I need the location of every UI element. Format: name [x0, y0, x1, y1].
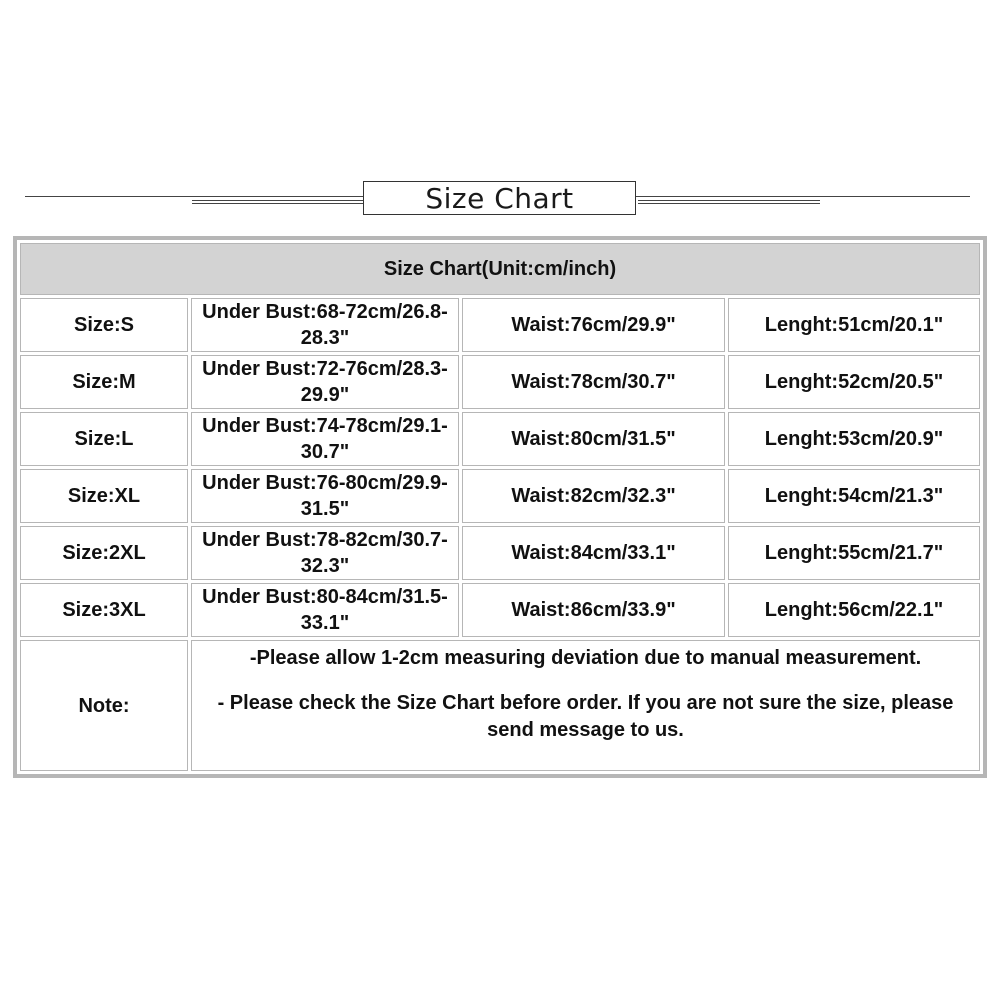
- table-row: [20, 355, 980, 409]
- waist-cell: Waist:82cm/32.3": [462, 469, 725, 523]
- table-header: Size Chart(Unit:cm/inch): [20, 243, 980, 295]
- note-line: - Please check the Size Chart before order. If you are not sure the size, please send message to us.: [217, 692, 954, 741]
- table-row: [20, 412, 980, 466]
- title-box: [363, 181, 636, 215]
- length-cell: Lenght:55cm/21.7": [728, 526, 980, 580]
- size-cell: Size:XL: [20, 469, 188, 523]
- size-cell: Size:S: [20, 298, 188, 352]
- bust-cell: Under Bust:80-84cm/31.5-33.1": [191, 583, 459, 637]
- size-cell: Size:L: [20, 412, 188, 466]
- length-cell: Lenght:53cm/20.9": [728, 412, 980, 466]
- note-text: [191, 640, 980, 771]
- bust-cell: Under Bust:78-82cm/30.7-32.3": [191, 526, 459, 580]
- note-row: [20, 640, 980, 771]
- length-cell: Lenght:52cm/20.5": [728, 355, 980, 409]
- size-cell: Size:M: [20, 355, 188, 409]
- note-label: Note:: [20, 640, 188, 771]
- size-cell: Size:2XL: [20, 526, 188, 580]
- waist-cell: Waist:80cm/31.5": [462, 412, 725, 466]
- bust-cell: Under Bust:72-76cm/28.3-29.9": [191, 355, 459, 409]
- waist-cell: Waist:86cm/33.9": [462, 583, 725, 637]
- note-line: -Please allow 1-2cm measuring deviation due to manual measurement.: [249, 647, 922, 669]
- table-row: [20, 526, 980, 580]
- size-chart-table: [17, 240, 983, 774]
- banner-rule-right-2: [638, 203, 820, 204]
- waist-cell: Waist:84cm/33.1": [462, 526, 725, 580]
- bust-cell: Under Bust:76-80cm/29.9-31.5": [191, 469, 459, 523]
- banner-rule-left-1: [192, 200, 364, 201]
- table-row: [20, 583, 980, 637]
- waist-cell: Waist:76cm/29.9": [462, 298, 725, 352]
- waist-cell: Waist:78cm/30.7": [462, 355, 725, 409]
- page-title: Size Chart: [425, 181, 574, 215]
- length-cell: Lenght:51cm/20.1": [728, 298, 980, 352]
- table-row: [20, 469, 980, 523]
- bust-cell: Under Bust:74-78cm/29.1-30.7": [191, 412, 459, 466]
- length-cell: Lenght:56cm/22.1": [728, 583, 980, 637]
- banner-rule-left-2: [192, 203, 364, 204]
- banner-rule-right-1: [638, 200, 820, 201]
- title-banner: [0, 175, 1000, 225]
- bust-cell: Under Bust:68-72cm/26.8-28.3": [191, 298, 459, 352]
- size-chart-table-frame: [13, 236, 987, 778]
- length-cell: Lenght:54cm/21.3": [728, 469, 980, 523]
- table-row: [20, 298, 980, 352]
- size-cell: Size:3XL: [20, 583, 188, 637]
